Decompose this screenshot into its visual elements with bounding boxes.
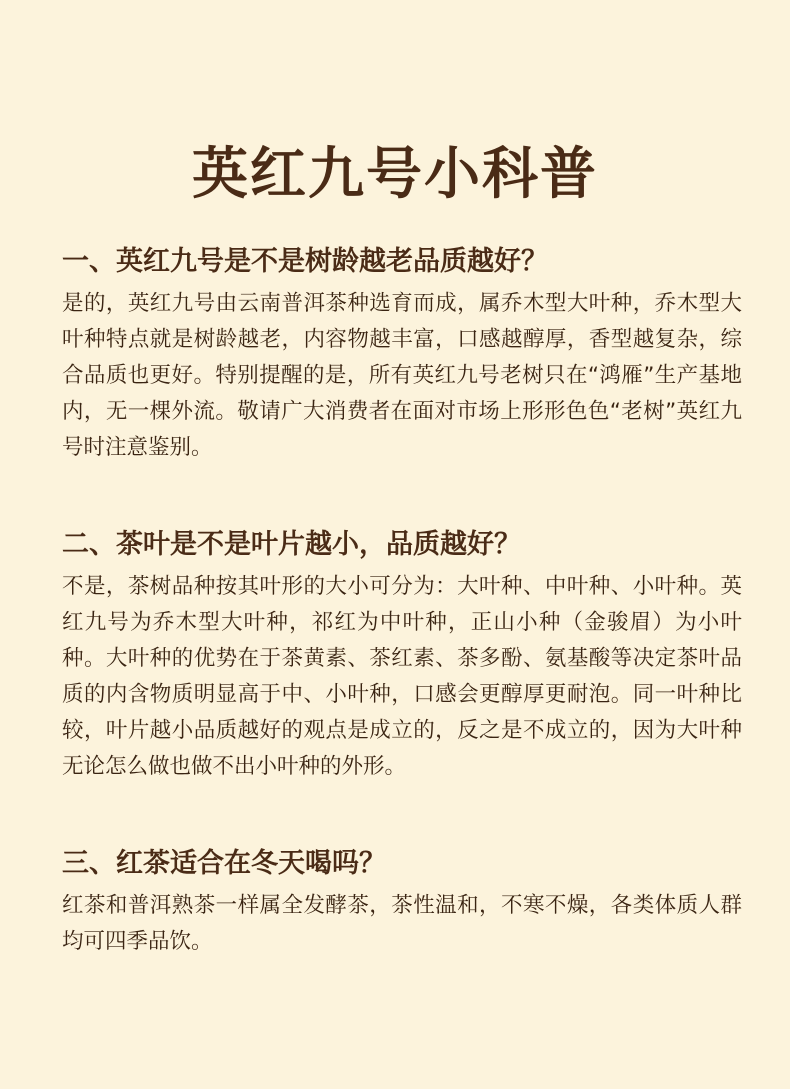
faq-section-2 [62, 523, 742, 785]
faq-question-1: 一、英红九号是不是树龄越老品质越好？ [62, 246, 548, 277]
faq-answer-2: 不是，茶树品种按其叶形的大小可分为：大叶种、中叶种、小叶种。英红九号为乔木型大叶种，祁红为中叶种，正山小种（金骏眉）为小叶种。大叶种的优势在于茶黄素、茶红素、茶多酚、氨基酸等决定茶叶品质的内含物质明显高于中、小叶种，口感会更醇厚更耐泡。同一叶种比较，叶片越小品质越好的观点是成立的，反之是不成立的，因为大叶种无论怎么做也做不出小叶种的外形。 [62, 574, 742, 779]
faq-section-3 [62, 842, 742, 960]
faq-question-2: 二、茶叶是不是叶片越小，品质越好？ [62, 529, 521, 560]
faq-question-3: 三、红茶适合在冬天喝吗？ [62, 848, 386, 879]
page-title: 英红九号小科普 [192, 140, 598, 207]
faq-section-1 [62, 240, 742, 466]
faq-answer-3: 红茶和普洱熟茶一样属全发酵茶，茶性温和，不寒不燥，各类体质人群均可四季品饮。 [62, 893, 742, 954]
faq-answer-1: 是的，英红九号由云南普洱茶种选育而成，属乔木型大叶种，乔木型大叶种特点就是树龄越老，内容物越丰富，口感越醇厚，香型越复杂，综合品质也更好。特别提醒的是，所有英红九号老树只在“鸿雁”生产基地内，无一棵外流。敬请广大消费者在面对市场上形形色色“老树”英红九号时注意鉴别。 [62, 291, 742, 460]
